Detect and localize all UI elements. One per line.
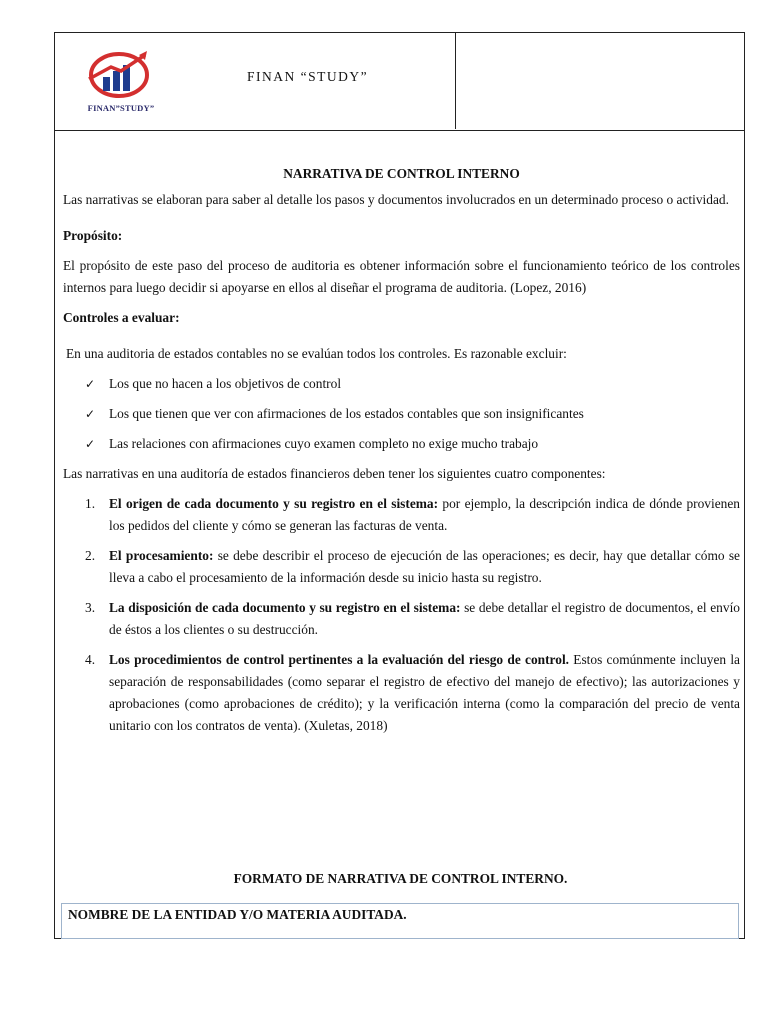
check-icon: ✓: [85, 407, 96, 421]
document-frame: [54, 32, 745, 939]
intro-paragraph: Las narrativas se elaboran para saber al detalle los pasos y documentos involucrados en un determinado proceso o actividad.: [63, 192, 729, 207]
component-item: 1. El origen de cada documento y su registro en el sistema: por ejemplo, la descripción indica de dónde provienen los pedidos del cliente y cómo se generan las facturas de venta.: [85, 496, 740, 533]
document-header: [55, 33, 744, 131]
company-logo: [75, 45, 167, 119]
component-item: 2. El procesamiento: se debe describir el proceso de ejecución de las operaciones; es decir, hay que detallar cómo se lleva a cabo el procesamiento de la información desde su inicio hasta su registro.: [85, 548, 740, 585]
components-intro: Las narrativas en una auditoría de estados financieros deben tener los siguientes cuatro componentes:: [63, 466, 606, 481]
company-name: FINAN “STUDY”: [247, 69, 369, 84]
check-icon: ✓: [85, 377, 96, 391]
check-icon: ✓: [85, 437, 96, 451]
entity-name-field[interactable]: [61, 903, 739, 939]
document-body: [63, 163, 740, 745]
component-item: 4. Los procedimientos de control pertinentes a la evaluación del riesgo de control. Estos comúnmente incluyen la separación de responsabilidades (como separar el registro de efectivo del manejo de efectivo); las autorizaciones y aprobaciones (como aprobaciones de crédito); y la verificación interna (como la comparación del precio de venta unitario con los contratos de venta). (Xuletas, 2018): [85, 652, 741, 733]
chart-logo-icon: [75, 45, 167, 105]
checklist-item: ✓ Los que no hacen a los objetivos de control: [63, 373, 740, 395]
format-title: FORMATO DE NARRATIVA DE CONTROL INTERNO.: [233, 871, 568, 886]
purpose-paragraph: El propósito de este paso del proceso de auditoria es obtener información sobre el funcionamiento teórico de los controles internos para luego decidir si apoyarse en ellos al diseñar el programa de auditoria. (Lopez, 2016): [63, 258, 740, 295]
component-item: 3. La disposición de cada documento y su registro en el sistema: se debe detallar el registro de documentos, el envío de éstos a los clientes o su destrucción.: [85, 600, 740, 637]
components-list: [63, 493, 740, 737]
controls-intro: En una auditoria de estados contables no se evalúan todos los controles. Es razonable excluir:: [66, 346, 567, 361]
header-divider: [455, 33, 456, 129]
purpose-heading: Propósito:: [63, 228, 123, 243]
document-title: NARRATIVA DE CONTROL INTERNO: [283, 166, 520, 181]
exclusion-checklist: [63, 373, 740, 455]
checklist-item: ✓ Los que tienen que ver con afirmaciones de los estados contables que son insignificantes: [63, 403, 740, 425]
checklist-item: ✓ Las relaciones con afirmaciones cuyo examen completo no exige mucho trabajo: [63, 433, 740, 455]
controls-heading: Controles a evaluar:: [63, 310, 180, 325]
logo-wordmark: FINAN”STUDY”: [87, 103, 155, 113]
entity-name-label: NOMBRE DE LA ENTIDAD Y/O MATERIA AUDITADA.: [68, 907, 407, 922]
